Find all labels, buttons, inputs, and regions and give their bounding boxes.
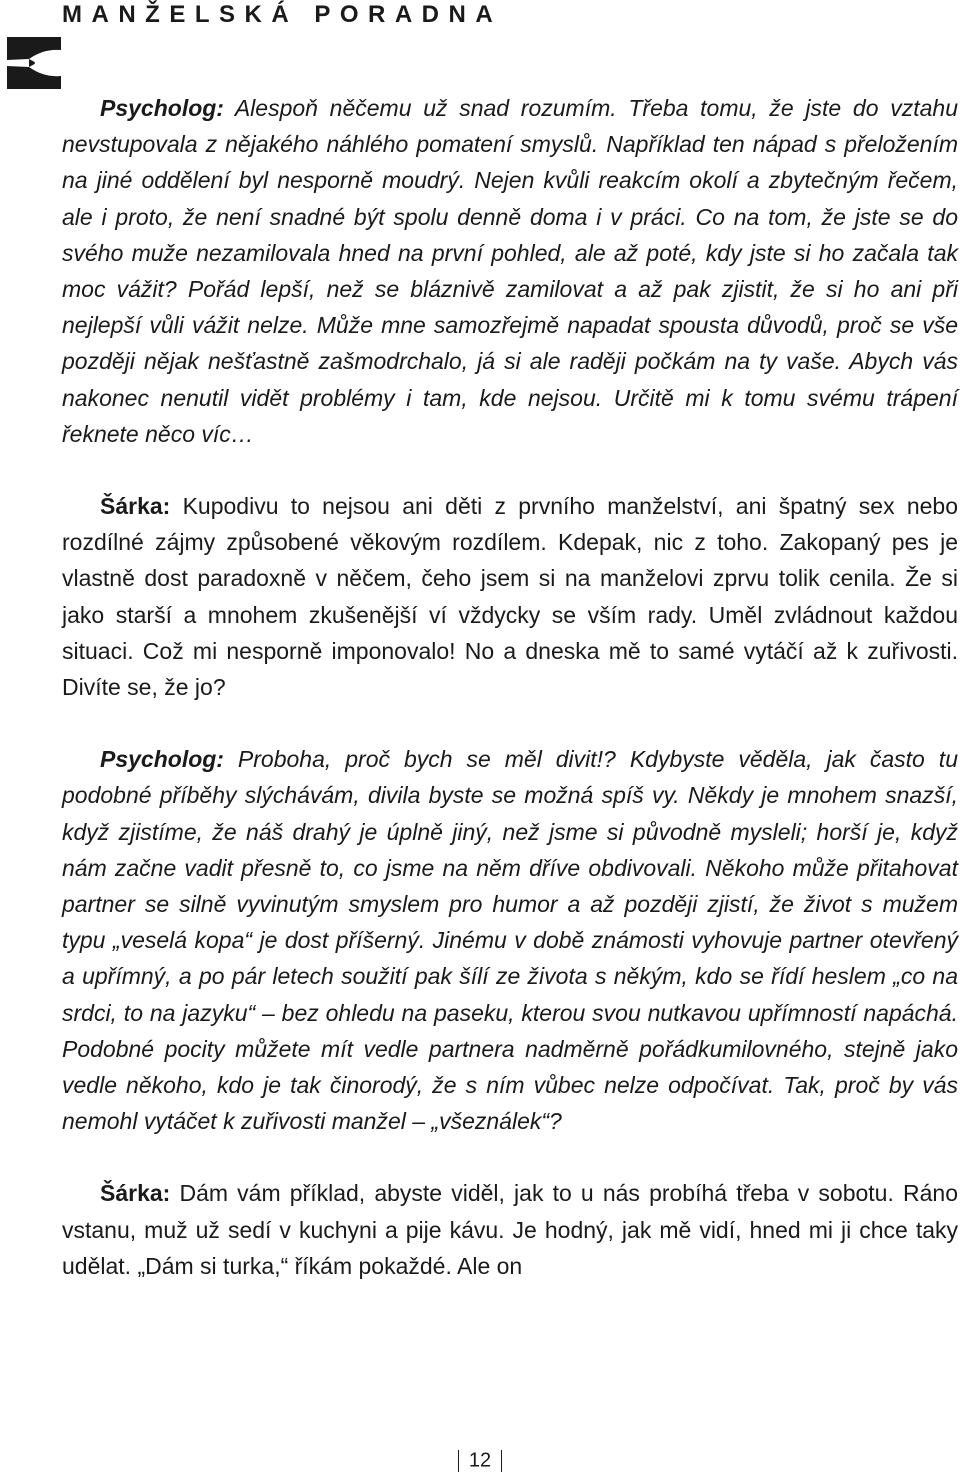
dialogue-text: Dám vám příklad, abyste viděl, jak to u nás probíhá třeba v sobotu. Ráno vstanu, muž už sedí v kuchyni a pije kávu. Je hodný, jak mě vidí, hned mi ji chce taky udělat. „Dám si turka,“ říkám pokaždé. Ale on — [62, 1180, 958, 1279]
divider — [458, 1450, 459, 1472]
dialogue-psycholog-1 — [62, 90, 958, 452]
section-title: MANŽELSKÁ PORADNA — [62, 1, 503, 28]
dialogue-sarka-1 — [62, 488, 958, 705]
speaker-label: Šárka: — [100, 493, 171, 520]
speaker-label: Psycholog: — [100, 746, 224, 773]
page-footer — [0, 1447, 960, 1474]
divider — [501, 1450, 502, 1472]
speaker-label: Šárka: — [100, 1180, 171, 1207]
dialogue-sarka-2 — [62, 1175, 958, 1284]
dialogue-text: Alespoň něčemu už snad rozumím. Třeba tomu, že jste do vztahu nevstupovala z nějakého náhlého pomatení smyslů. Například ten nápad s přeložením na jiné oddělení byl nesporně moudrý. Nejen kvůli reakcím okolí a zbytečným řečem, ale i proto, že není snadné být spolu denně doma i v práci. Co na tom, že jste se do svého muže nezamilovala hned na první pohled, ale až poté, kdy jste si ho začala tak moc vážit? Pořád lepší, než se bláznivě zamilovat a až pak zjistit, že si ho ani při nejlepší vůli vážit nelze. Může mne samozřejmě napadat spousta důvodů, proč se vše později nějak nešťastně zašmodrchalo, já si ale raději počkám na ty vaše. Abych vás nakonec nenutil vidět problémy i tam, kde nejsou. Určitě mi k tomu svému trápení řeknete něco víc… — [62, 95, 958, 447]
magazine-logo-icon — [7, 37, 61, 89]
dialogue-psycholog-2 — [62, 741, 958, 1139]
page-number: 12 — [468, 1449, 492, 1472]
article-body — [62, 90, 958, 1284]
speaker-label: Psycholog: — [100, 95, 224, 121]
dialogue-text: Kupodivu to nejsou ani děti z prvního manželství, ani špatný sex nebo rozdílné zájmy způsobené věkovým rozdílem. Kdepak, nic z toho. Zakopaný pes je vlastně dost paradoxně v něčem, čeho jsem si na manželovi zprvu tolik cenila. Že si jako starší a mnohem zkušenější ví vždycky se vším rady. Uměl zvládnout každou situaci. Což mi nesporně imponovalo! No a dneska mě to samé vytáčí až k zuřivosti. Divíte se, že jo? — [62, 493, 958, 701]
dialogue-text: Proboha, proč bych se měl divit!? Kdybyste věděla, jak často tu podobné příběhy slýchávám, divila byste se možná spíš vy. Někdy je mnohem snazší, když zjistíme, že náš drahý je úplně jiný, než jsme si původně mysleli; horší je, když nám začne vadit přesně to, co jsme na něm dříve obdivovali. Někoho může přitahovat partner se silně vyvinutým smyslem pro humor a až později zjistí, že život s mužem typu „veselá kopa“ je dost příšerný. Jinému v době známosti vyhovuje partner otevřený a upřímný, a po pár letech soužití pak šílí ze života s někým, kdo se řídí heslem „co na srdci, to na jazyku“ – bez ohledu na paseku, kterou svou nutkavou upřímností napáchá. Podobné pocity můžete mít vedle partnera nadměrně pořádkumilovného, stejně jako vedle někoho, kdo je tak činorodý, že s ním vůbec nelze odpočívat. Tak, proč by vás nemohl vytáčet k zuřivosti manžel – „všeználek“? — [62, 746, 958, 1135]
